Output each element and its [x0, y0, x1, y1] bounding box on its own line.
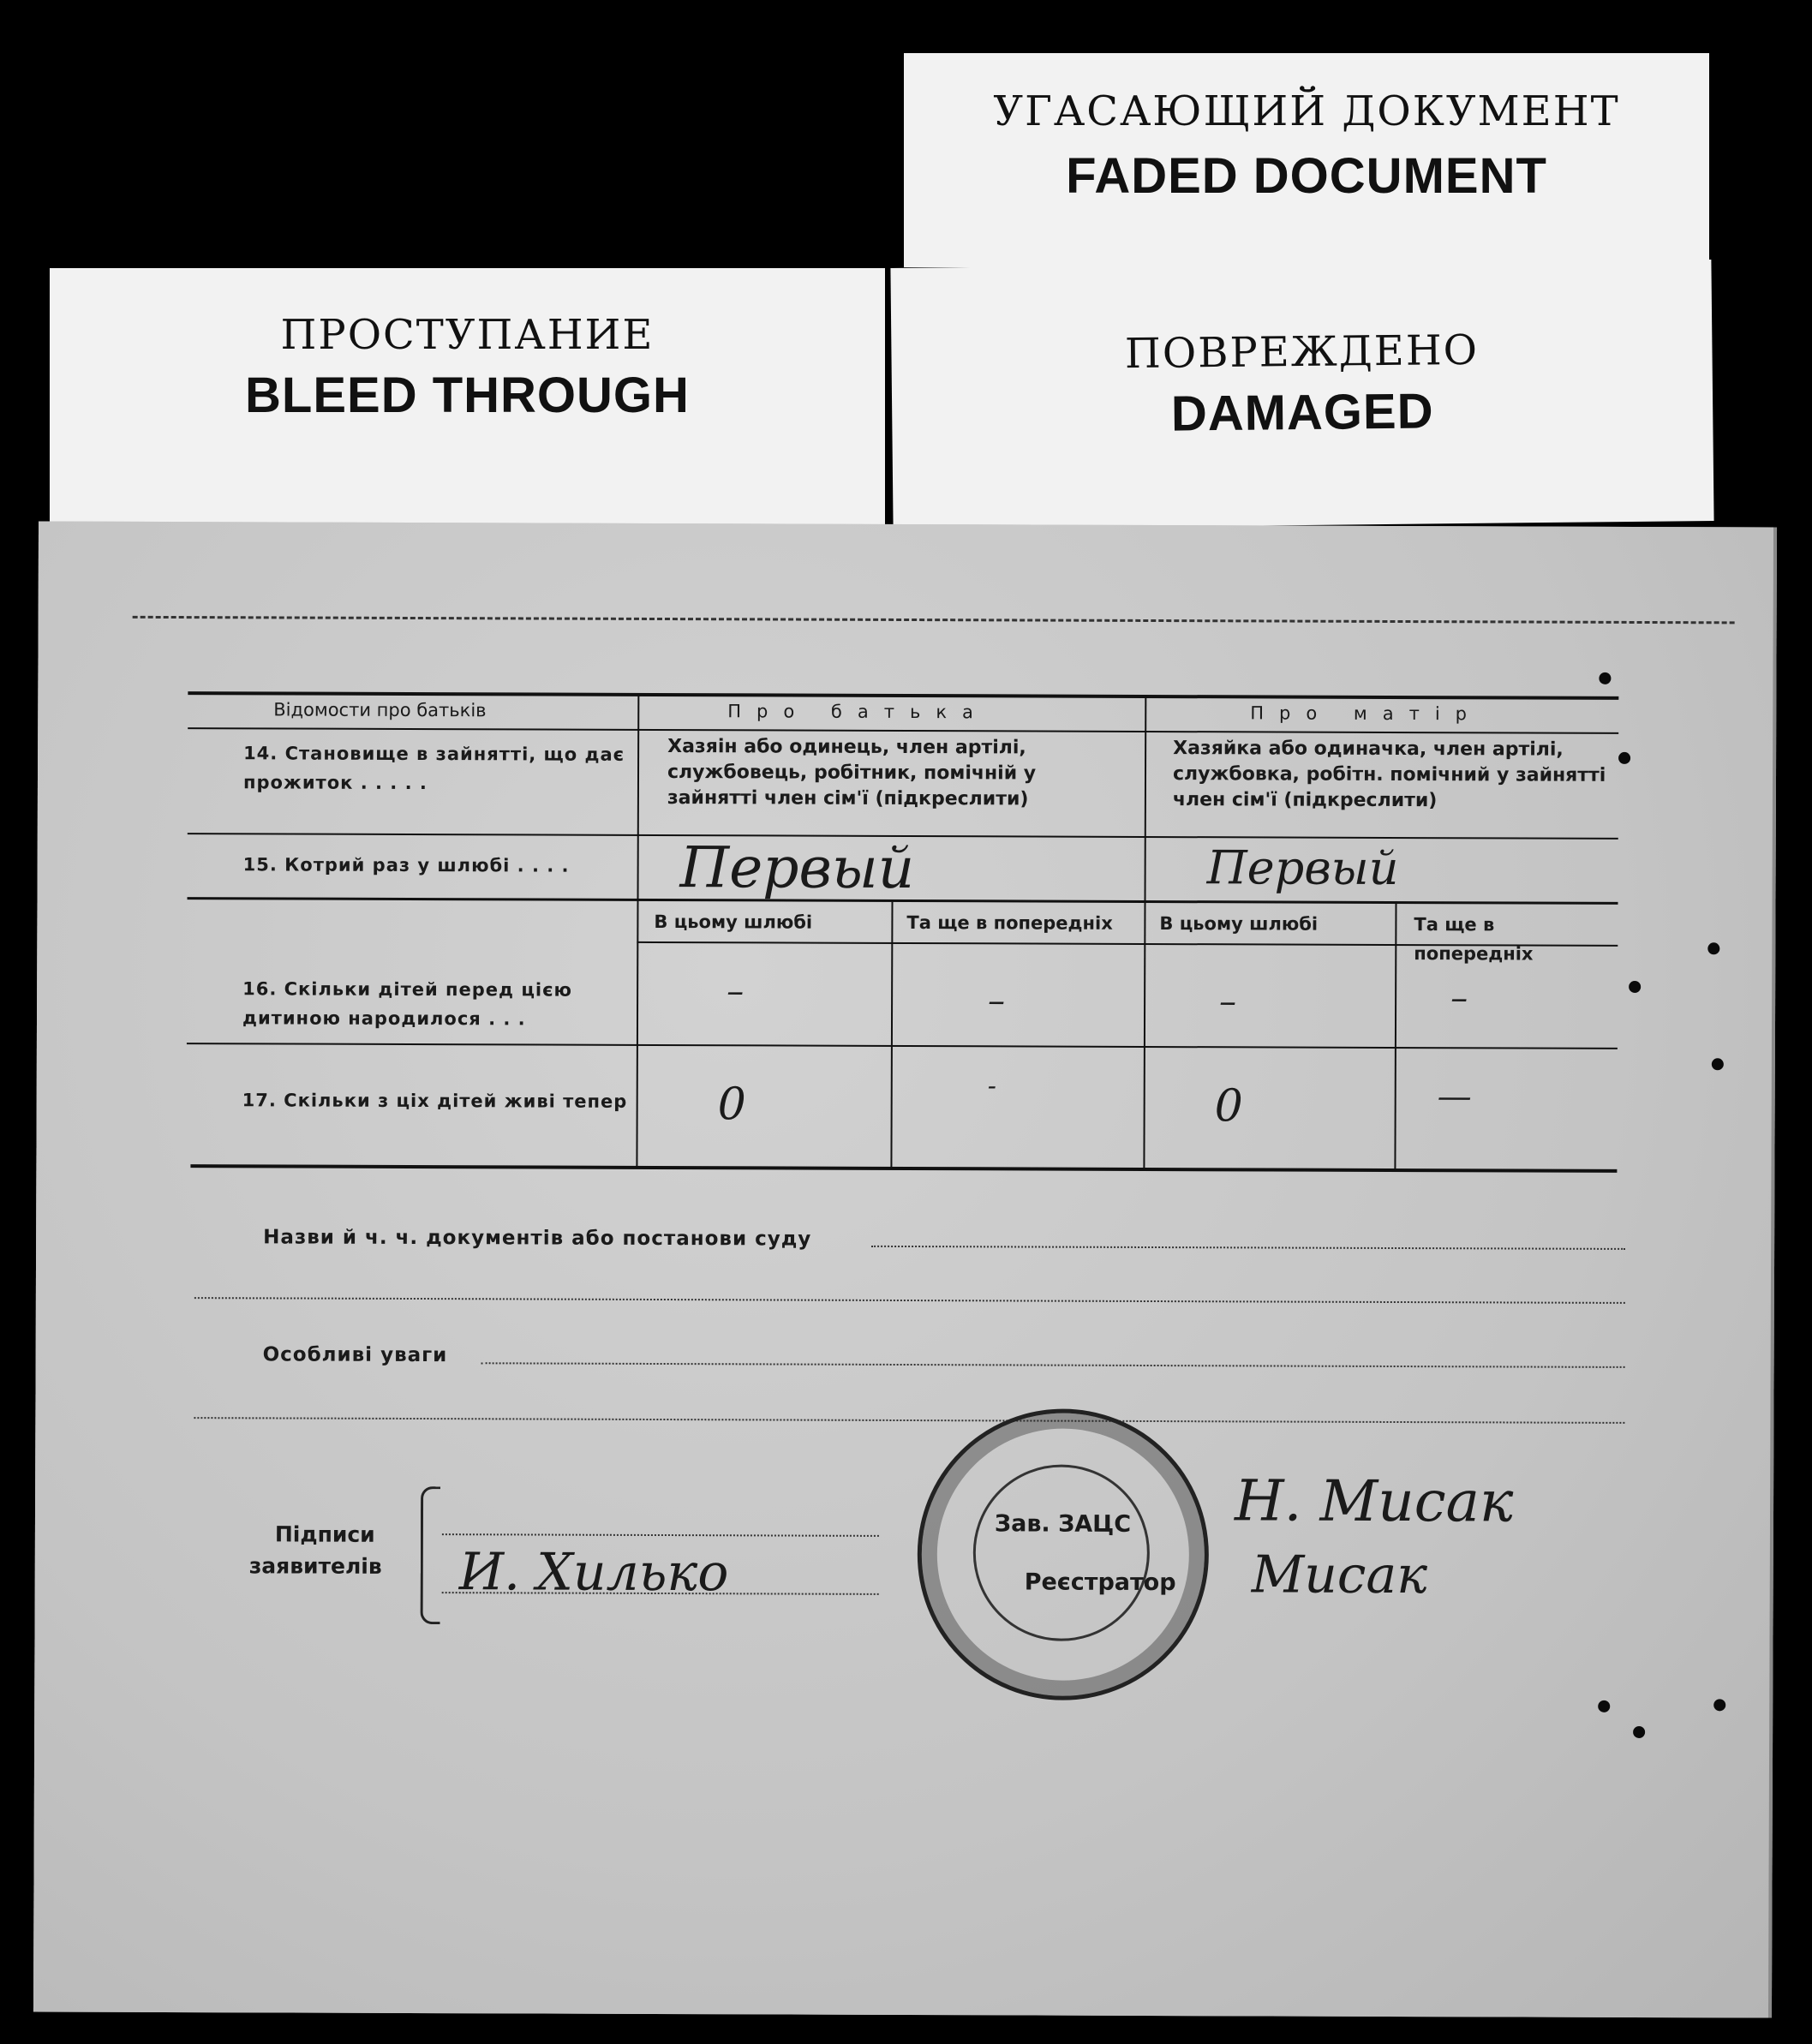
subheader-father-previous: Та ще в попередніх: [906, 912, 1113, 934]
subheader-mother-this: В цьому шлюбі: [1159, 913, 1319, 935]
row17-label: 17. Скільки з ціх дітей живі тепер: [242, 1090, 628, 1112]
notes-line-2: [194, 1417, 1624, 1424]
registrar-signature: Мисак: [1251, 1545, 1428, 1606]
row14-label: 14. Становище в зайнятті, що дає прожиток . . . . .: [242, 743, 625, 794]
head-label: Зав. ЗАЦС: [994, 1510, 1132, 1538]
row15-label: 15. Котрий раз у шлюбі . . . .: [242, 854, 570, 876]
faded-label-ru: УГАСАЮЩИЙ ДОКУМЕНТ: [993, 87, 1620, 135]
signatures-label-2: заявителів: [248, 1553, 382, 1579]
damage-hole: [1629, 981, 1641, 993]
damaged-label: [890, 260, 1713, 529]
bleed-label-en: BLEED THROUGH: [245, 368, 690, 423]
stamp-inner-ring: [972, 1464, 1150, 1641]
row14-father-options: Хазяін або одинець, член артілі, службовець, робітник, помічній у зайнятті член сім'ї (підкреслити): [667, 736, 1037, 810]
damage-hole: [1618, 752, 1630, 764]
table-bottom-rule: [190, 1164, 1617, 1173]
row16-rule: [187, 1043, 1618, 1049]
damage-hole: [1598, 1700, 1610, 1712]
documents-label: Назви й ч. ч. документів або постанови суду: [263, 1226, 812, 1251]
table-header-rule: [188, 727, 1618, 734]
bleed-label-ru: ПРОСТУПАНИЕ: [280, 311, 655, 359]
documents-line: [871, 1246, 1625, 1250]
row17-value-2: -: [987, 1071, 996, 1102]
row17-value-4: —: [1437, 1077, 1472, 1117]
row16-value-2: –: [988, 981, 1006, 1021]
row15-mother-handwriting: Первый: [1206, 840, 1399, 896]
subheader-mother-previous: Та ще в попередніх: [1414, 914, 1534, 965]
header-father: Про батька: [727, 701, 989, 723]
tear-line: [133, 616, 1735, 625]
row15-father-handwriting: Первый: [679, 834, 915, 902]
damaged-label-en: DAMAGED: [1170, 383, 1434, 442]
signature-line-1: [442, 1533, 879, 1537]
damage-hole: [1633, 1726, 1645, 1738]
parents-table: [186, 691, 1618, 1172]
applicant-signature: И. Хилько: [458, 1542, 729, 1604]
row16-label: 16. Скільки дітей перед цією дитиною народилося . . .: [242, 978, 573, 1030]
col-divider-father: [890, 899, 893, 1168]
col-divider-2: [1143, 696, 1146, 1169]
row16-value-4: –: [1450, 978, 1468, 1019]
bleed-through-label: [50, 268, 885, 527]
damage-hole: [1713, 1699, 1725, 1711]
row16-value-1: –: [727, 971, 745, 1012]
row17-value-1: 0: [717, 1079, 746, 1131]
registrar-label: Реєстратор: [1024, 1569, 1176, 1597]
damaged-label-ru: ПОВРЕЖДЕНО: [1124, 326, 1480, 379]
signatures-brace: [421, 1486, 441, 1624]
damage-hole: [1712, 1058, 1724, 1070]
row17-value-3: 0: [1214, 1080, 1243, 1133]
subheader-father-this: В цьому шлюбі: [654, 911, 813, 933]
notes-label: Особливі уваги: [262, 1343, 448, 1367]
notes-line: [481, 1362, 1625, 1368]
head-signature: Н. Мисак: [1234, 1467, 1514, 1535]
col-divider-1: [636, 695, 639, 1168]
faded-document-label: [904, 53, 1709, 267]
documents-line-2: [194, 1297, 1625, 1304]
signatures-label-1: Підписи: [274, 1521, 375, 1547]
header-mother: Про матір: [1250, 702, 1483, 725]
row14-mother-options: Хазяйка або одиначка, член артілі, службовка, робітн. помічний у зайнятті член сім'ї (підкреслити): [1172, 738, 1606, 812]
official-stamp: [917, 1408, 1209, 1700]
damage-hole: [1707, 942, 1719, 954]
row16-value-3: –: [1219, 982, 1237, 1022]
damage-hole: [1599, 672, 1611, 684]
faded-label-en: FADED DOCUMENT: [1066, 148, 1547, 204]
document-page: [33, 521, 1777, 2017]
col-divider-mother: [1394, 901, 1396, 1170]
header-parents: Відомости про батьків: [273, 699, 487, 721]
